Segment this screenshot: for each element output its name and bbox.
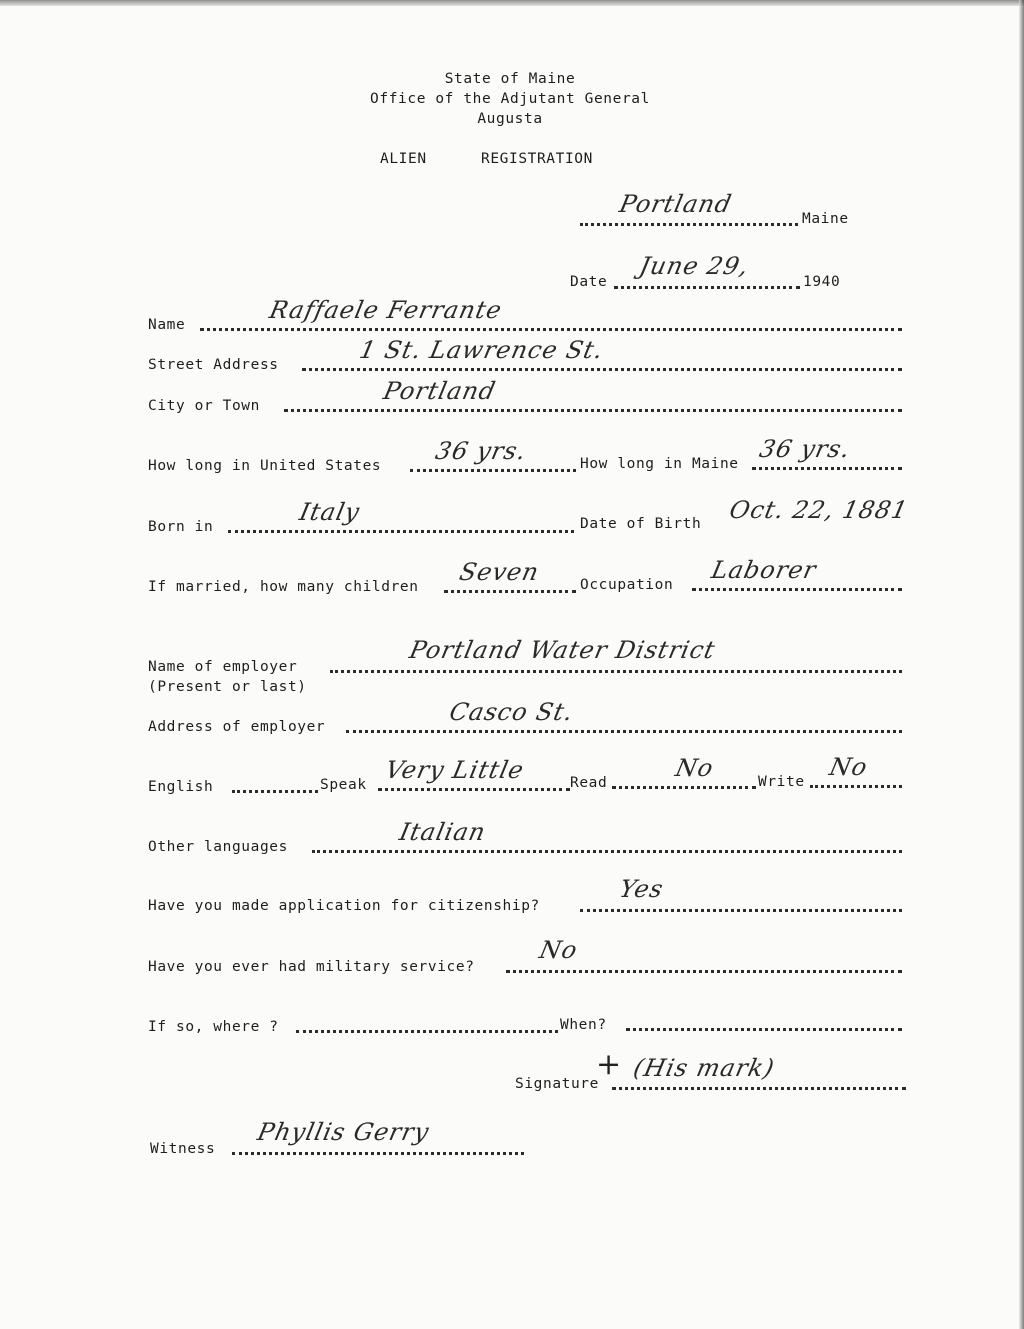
dob-value: Oct. 22, 1881 bbox=[727, 496, 911, 524]
military-value: No bbox=[537, 936, 581, 964]
signature-cross-mark: + bbox=[596, 1047, 622, 1082]
place-value: Portland bbox=[617, 190, 735, 218]
emp-address-line bbox=[346, 716, 902, 733]
title-alien: ALIEN bbox=[380, 151, 427, 167]
when-line bbox=[626, 1014, 902, 1031]
employer-value: Portland Water District bbox=[407, 636, 719, 664]
read-value: No bbox=[673, 754, 717, 782]
signature-label: Signature bbox=[515, 1076, 599, 1092]
emp-address-label: Address of employer bbox=[148, 719, 326, 735]
name-label: Name bbox=[148, 317, 186, 333]
maine-value: 36 yrs. bbox=[757, 435, 854, 463]
scan-edge-right bbox=[1019, 0, 1024, 1329]
witness-label: Witness bbox=[150, 1141, 216, 1157]
born-line bbox=[228, 516, 574, 533]
write-label: Write bbox=[758, 774, 805, 790]
us-value: 36 yrs. bbox=[433, 437, 530, 465]
header-city: Augusta bbox=[477, 111, 543, 127]
employer-sublabel: (Present or last) bbox=[148, 679, 307, 695]
date-value: June 29, bbox=[637, 252, 752, 280]
born-value: Italy bbox=[297, 498, 363, 526]
city-value: Portland bbox=[381, 377, 499, 405]
place-suffix: Maine bbox=[802, 211, 849, 227]
occupation-value: Laborer bbox=[709, 556, 820, 584]
read-label: Read bbox=[570, 775, 608, 791]
children-label: If married, how many children bbox=[148, 579, 419, 595]
citizenship-label: Have you made application for citizenship? bbox=[148, 898, 540, 914]
employer-label: Name of employer bbox=[148, 659, 298, 675]
speak-value: Very Little bbox=[383, 756, 527, 784]
born-label: Born in bbox=[148, 519, 214, 535]
header-state: State of Maine bbox=[444, 71, 576, 87]
military-label: Have you ever had military service? bbox=[148, 959, 475, 975]
when-label: When? bbox=[560, 1017, 607, 1033]
write-value: No bbox=[827, 753, 871, 781]
date-year: 1940 bbox=[803, 274, 841, 290]
children-value: Seven bbox=[457, 558, 542, 586]
name-value: Raffaele Ferrante bbox=[267, 296, 505, 324]
citizenship-value: Yes bbox=[617, 875, 667, 903]
us-label: How long in United States bbox=[148, 458, 382, 474]
street-value: 1 St. Lawrence St. bbox=[357, 336, 607, 364]
city-line bbox=[284, 395, 902, 412]
title-registration: REGISTRATION bbox=[481, 151, 593, 167]
street-label: Street Address bbox=[148, 357, 279, 373]
other-lang-value: Italian bbox=[397, 818, 489, 846]
date-label: Date bbox=[570, 274, 608, 290]
maine-label: How long in Maine bbox=[580, 456, 739, 472]
speak-label: Speak bbox=[320, 777, 367, 793]
where-label: If so, where ? bbox=[148, 1019, 279, 1035]
city-label: City or Town bbox=[148, 398, 260, 414]
witness-value: Phyllis Gerry bbox=[255, 1118, 432, 1146]
where-line bbox=[296, 1016, 558, 1033]
emp-address-value: Casco St. bbox=[447, 698, 577, 726]
english-line bbox=[232, 776, 318, 793]
header-office: Office of the Adjutant General bbox=[370, 91, 650, 107]
scan-edge-top bbox=[0, 0, 1024, 6]
english-label: English bbox=[148, 779, 214, 795]
other-lang-label: Other languages bbox=[148, 839, 288, 855]
dob-label: Date of Birth bbox=[580, 516, 702, 532]
signature-value: (His mark) bbox=[631, 1054, 778, 1082]
occupation-label: Occupation bbox=[580, 577, 674, 593]
